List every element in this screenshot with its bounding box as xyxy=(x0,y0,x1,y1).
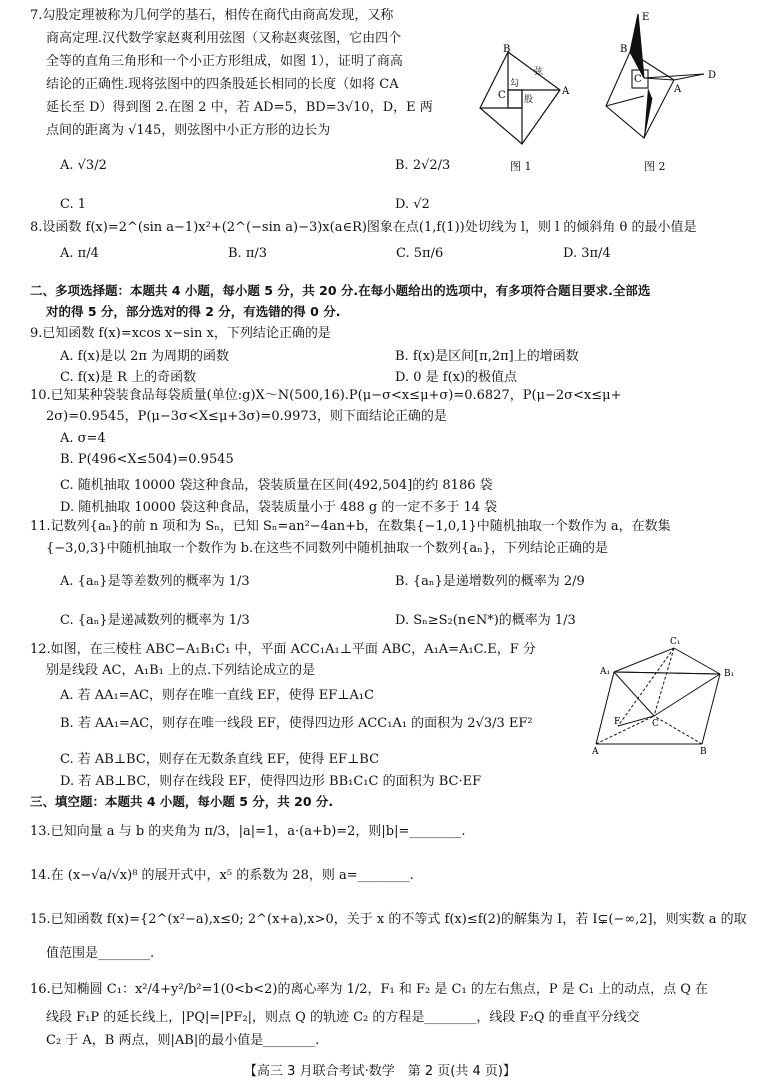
fig1-caption: 图 1 xyxy=(510,160,532,173)
q11-option-b: B. {aₙ}是递增数列的概率为 2/9 xyxy=(395,574,585,589)
q10-option-d: D. 随机抽取 10000 袋这种食品，袋装质量小于 488 g 的一定不多于 14 袋 xyxy=(60,500,498,515)
q11-option-a: A. {aₙ}是等差数列的概率为 1/3 xyxy=(60,574,250,589)
fig1-label-xian: 弦 xyxy=(534,67,544,77)
fig2-label-d: D xyxy=(708,70,717,81)
q11-stem-2: {−3,0,3}中随机抽取一个数作为 b.在这些不同数列中随机抽取一个数列{aₙ}，下列结论正确的是 xyxy=(46,541,609,556)
fig2-label-c: C xyxy=(634,74,642,85)
q7-option-c: C. 1 xyxy=(60,197,87,212)
q7-line-1: 7.勾股定理被称为几何学的基石，相传在商代由商高发现，又称 xyxy=(30,8,394,23)
fig2-label-a: A xyxy=(674,84,682,95)
q9-option-a: A. f(x)是以 2π 为周期的函数 xyxy=(60,349,230,364)
q10-stem-1: 10.已知某种袋装食品每袋质量(单位:g)X～N(500,16).P(μ−σ<x≤μ+σ)=0.6827，P(μ−2σ<x≤μ+ xyxy=(30,388,622,403)
q7-option-a: A. √3/2 xyxy=(60,158,107,173)
q12-option-c: C. 若 AB⊥BC，则存在无数条直线 EF，使得 EF⊥BC xyxy=(60,752,380,767)
fig2-label-e: E xyxy=(642,12,650,23)
q11-stem-1: 11.记数列{aₙ}的前 n 项和为 Sₙ，已知 Sₙ=an²−4an+b，在数集{−1,0,1}中随机抽取一个数作为 a，在数集 xyxy=(30,519,671,534)
q12-option-d: D. 若 AB⊥BC，则存在线段 EF，使得四边形 BB₁C₁C 的面积为 BC·EF xyxy=(60,774,482,789)
q10-stem-2: 2σ)=0.9545，P(μ−3σ<X≤μ+3σ)=0.9973，则下面结论正确的是 xyxy=(46,409,447,424)
section-3-heading: 三、填空题：本题共 4 小题，每小题 5 分，共 20 分. xyxy=(30,794,334,809)
fig2-label-b: B xyxy=(620,44,628,55)
fig1-label-gu: 股 xyxy=(524,95,534,105)
q9-stem: 9.已知函数 f(x)=xcos x−sin x，下列结论正确的是 xyxy=(30,326,331,341)
q12-stem-2: 别是线段 AC，A₁B₁ 上的点.下列结论成立的是 xyxy=(46,663,316,678)
fig1-label-gou: 勾 xyxy=(510,79,520,89)
q16-stem-1: 16.已知椭圆 C₁：x²/4+y²/b²=1(0<b<2)的离心率为 1/2，F₁ 和 F₂ 是 C₁ 的左右焦点，P 是 C₁ 上的动点，点 Q 在 xyxy=(30,982,709,997)
q11-option-c: C. {aₙ}是递减数列的概率为 1/3 xyxy=(60,613,250,628)
q14-stem: 14.在 (x−√a/√x)⁸ 的展开式中，x⁵ 的系数为 28，则 a=________. xyxy=(30,868,414,883)
q15-stem-2: 值范围是________. xyxy=(46,946,155,961)
q12-stem-1: 12.如图，在三棱柱 ABC−A₁B₁C₁ 中，平面 ACC₁A₁⊥平面 ABC，A₁A=A₁C.E，F 分 xyxy=(30,642,536,657)
fig1-label-c: C xyxy=(498,90,506,101)
q12-option-a: A. 若 AA₁=AC，则存在唯一直线 EF，使得 EF⊥A₁C xyxy=(60,688,375,703)
q7-figure-2 xyxy=(604,8,724,158)
q12-prism-figure xyxy=(592,632,742,757)
q7-line-6: 点间的距离为 √145，则弦图中小正方形的边长为 xyxy=(46,123,331,138)
prism-label-b1: B₁ xyxy=(724,669,735,679)
q13-stem: 13.已知向量 a 与 b 的夹角为 π/3，|a|=1，a·(a+b)=2，则|b|=________. xyxy=(30,824,466,839)
q7-option-d: D. √2 xyxy=(395,197,430,212)
q15-stem-1: 15.已知函数 f(x)={2^(x²−a),x≤0; 2^(x+a),x>0，关于 x 的不等式 f(x)≤f(2)的解集为 I，若 I⊊(−∞,2]，则实数 a 的取 xyxy=(30,912,747,927)
q8-option-b: B. π/3 xyxy=(228,246,268,261)
q7-option-b: B. 2√2/3 xyxy=(395,158,451,173)
q9-option-b: B. f(x)是区间[π,2π]上的增函数 xyxy=(395,349,579,364)
q7-line-3: 全等的直角三角形和一个小正方形组成，如图 1），证明了商高 xyxy=(46,54,403,69)
q8-option-a: A. π/4 xyxy=(60,246,99,261)
fig2-caption: 图 2 xyxy=(644,160,666,173)
q10-option-a: A. σ=4 xyxy=(60,431,106,446)
prism-label-f: F xyxy=(614,717,621,727)
fig1-label-a: A xyxy=(562,86,570,97)
prism-label-b: B xyxy=(700,747,707,757)
q7-line-2: 商高定理.汉代数学家赵爽利用弦图（又称赵爽弦图，它由四个 xyxy=(46,31,402,46)
q7-figure-1 xyxy=(478,40,578,150)
q7-line-4: 结论的正确性.现将弦图中的四条股延长相同的长度（如将 CA xyxy=(46,77,399,92)
fig1-label-b: B xyxy=(503,44,511,55)
q10-option-c: C. 随机抽取 10000 袋这种食品，袋装质量在区间(492,504]的约 8186 袋 xyxy=(60,478,493,493)
q7-line-5: 延长至 D）得到图 2.在图 2 中，若 AD=5，BD=3√10，D，E 两 xyxy=(46,100,433,115)
prism-label-c: C xyxy=(652,719,659,729)
q11-option-d: D. Sₙ≥S₂(n∈N*)的概率为 1/3 xyxy=(395,613,576,628)
q16-stem-2: 线段 F₁P 的延长线上，|PQ|=|PF₂|，则点 Q 的轨迹 C₂ 的方程是________，线段 F₂Q 的垂直平分线交 xyxy=(46,1010,640,1025)
q8-stem: 8.设函数 f(x)=2^(sin a−1)x²+(2^(−sin a)−3)x(a∈R)图象在点(1,f(1))处切线为 l，则 l 的倾斜角 θ 的最小值是 xyxy=(30,220,697,235)
q8-option-c: C. 5π/6 xyxy=(396,246,444,261)
section-2-heading-cont: 对的得 5 分，部分选对的得 2 分，有选错的得 0 分. xyxy=(46,304,341,319)
q8-option-d: D. 3π/4 xyxy=(563,246,611,261)
page-footer: 【高三 3 月联合考试·数学 第 2 页(共 4 页)】 xyxy=(244,1064,516,1079)
q9-option-c: C. f(x)是 R 上的奇函数 xyxy=(60,370,197,385)
section-2-heading: 二、多项选择题：本题共 4 小题，每小题 5 分，共 20 分.在每小题给出的选项中，有多项符合题目要求.全部选 xyxy=(30,283,651,298)
q16-stem-3: C₂ 于 A，B 两点，则|AB|的最小值是________. xyxy=(46,1033,320,1048)
prism-label-a1: A₁ xyxy=(600,667,611,677)
q12-option-b: B. 若 AA₁=AC，则存在唯一线段 EF，使得四边形 ACC₁A₁ 的面积为 2√3/3 EF² xyxy=(60,716,533,731)
q10-option-b: B. P(496<X≤504)=0.9545 xyxy=(60,452,234,467)
prism-label-a: A xyxy=(592,747,599,757)
prism-label-c1: C₁ xyxy=(670,637,681,647)
q9-option-d: D. 0 是 f(x)的极值点 xyxy=(395,370,518,385)
